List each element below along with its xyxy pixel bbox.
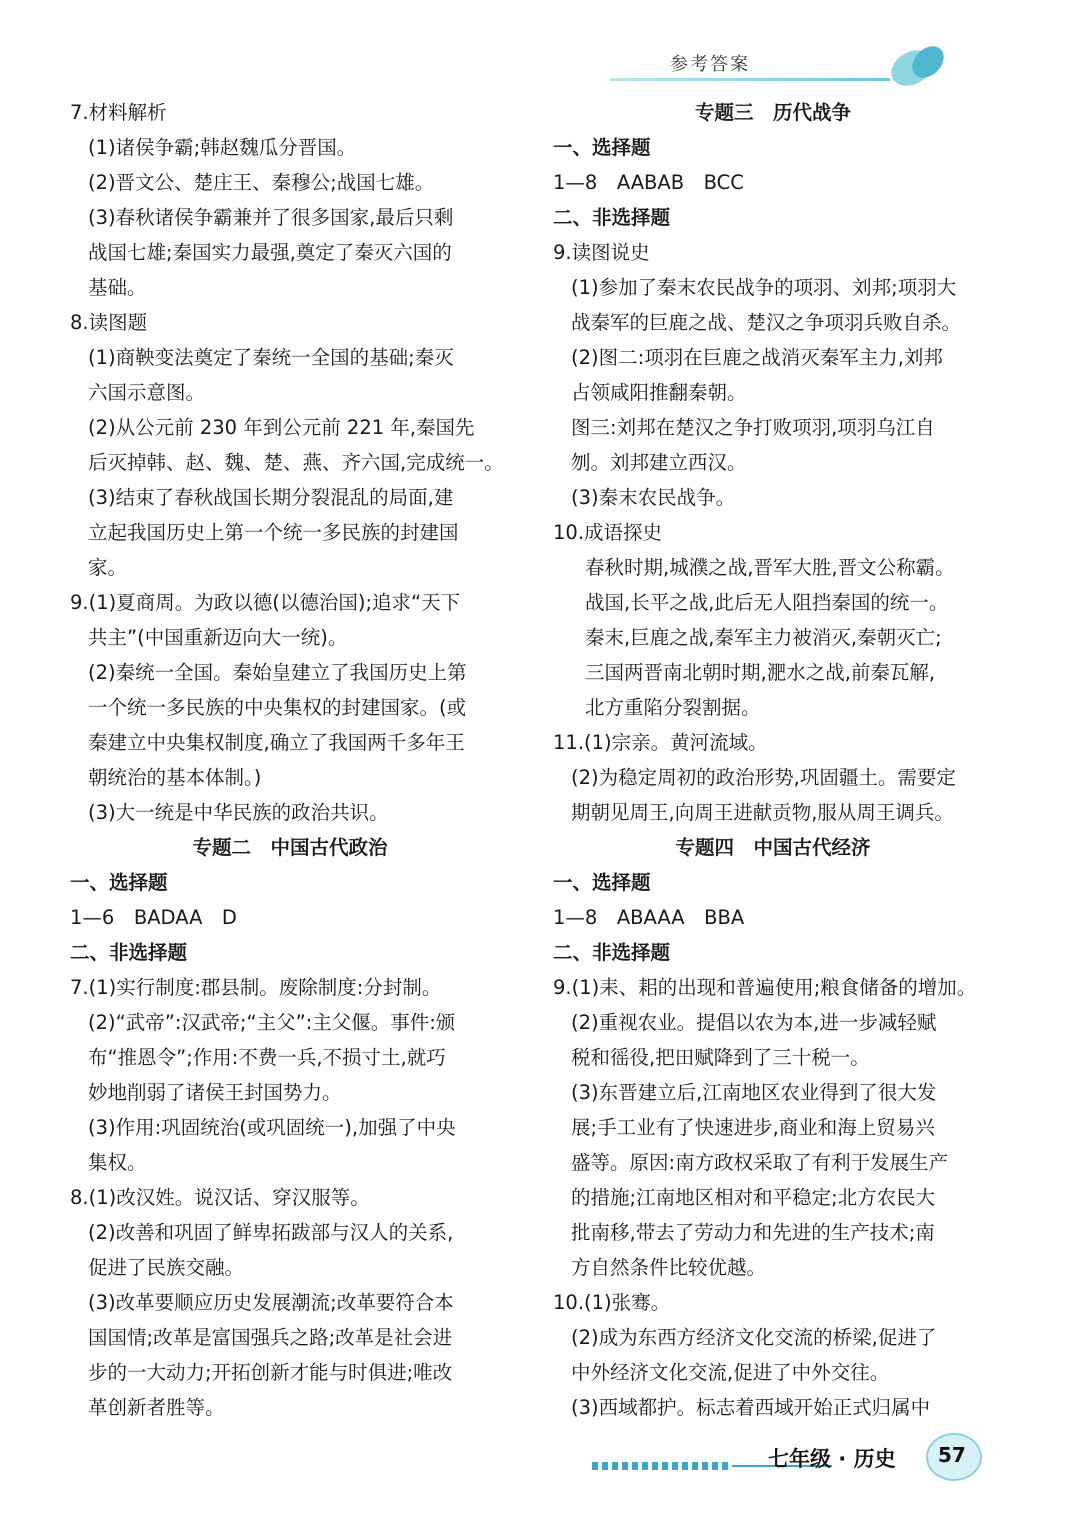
text-line: 7.(1)实行制度:郡县制。废除制度:分封制。 bbox=[70, 976, 442, 999]
text-line: 家。 bbox=[88, 556, 128, 579]
text-line: 占领咸阳推翻秦朝。 bbox=[571, 381, 747, 404]
text-line: (3)改革要顺应历史发展潮流;改革要符合本 bbox=[88, 1291, 454, 1314]
text-line: 批南移,带去了劳动力和先进的生产技术;南 bbox=[571, 1221, 935, 1244]
text-line: 展;手工业有了快速进步,商业和海上贸易兴 bbox=[571, 1116, 935, 1139]
text-line: (1)诸侯争霸;韩赵魏瓜分晋国。 bbox=[88, 136, 357, 159]
text-line: (2)秦统一全国。秦始皇建立了我国历史上第 bbox=[88, 661, 467, 684]
text-line: (3)春秋诸侯争霸兼并了很多国家,最后只剩 bbox=[88, 206, 454, 229]
text-line: (3)结束了春秋战国长期分裂混乱的局面,建 bbox=[88, 486, 454, 509]
text-line: 战国七雄;秦国实力最强,奠定了秦灭六国的 bbox=[88, 241, 452, 264]
text-line: 共主”(中国重新迈向大一统)。 bbox=[88, 626, 348, 649]
text-line: (2)从公元前 230 年到公元前 221 年,秦国先 bbox=[88, 416, 475, 439]
text-line: 一个统一多民族的中央集权的封建国家。(或 bbox=[88, 696, 467, 719]
text-line: 7.材料解析 bbox=[70, 101, 167, 124]
text-line: 8.(1)改汉姓。说汉话、穿汉服等。 bbox=[70, 1186, 370, 1209]
right-column bbox=[553, 95, 993, 1425]
text-line: (2)图二:项羽在巨鹿之战消灭秦军主力,刘邦 bbox=[571, 346, 943, 369]
text-line: 六国示意图。 bbox=[88, 381, 206, 404]
text-line: 期朝见周王,向周王进献贡物,服从周王调兵。 bbox=[571, 801, 954, 824]
subsection-heading: 一、选择题 bbox=[70, 871, 168, 894]
text-line: (2)改善和巩固了鲜卑拓跋部与汉人的关系, bbox=[88, 1221, 454, 1244]
text-line: 战秦军的巨鹿之战、楚汉之争项羽兵败自杀。 bbox=[571, 311, 962, 334]
text-line: 秦建立中央集权制度,确立了我国两千多年王 bbox=[88, 731, 465, 754]
text-line: 的措施;江南地区相对和平稳定;北方农民大 bbox=[571, 1186, 936, 1209]
text-line: 布“推恩令”;作用:不费一兵,不损寸土,就巧 bbox=[88, 1046, 446, 1069]
text-line: 促进了民族交融。 bbox=[88, 1256, 245, 1279]
text-line: (2)重视农业。提倡以农为本,进一步减轻赋 bbox=[571, 1011, 937, 1034]
text-line: 1—8 ABAAA BBA bbox=[553, 906, 745, 929]
text-line: 三国两晋南北朝时期,淝水之战,前秦瓦解, bbox=[585, 661, 936, 684]
text-line: (1)商鞅变法奠定了秦统一全国的基础;秦灭 bbox=[88, 346, 454, 369]
text-line: 刎。刘邦建立西汉。 bbox=[571, 451, 747, 474]
text-line: (2)“武帝”:汉武帝;“主父”:主父偃。事件:颁 bbox=[88, 1011, 456, 1034]
subsection-heading: 二、非选择题 bbox=[70, 941, 188, 964]
text-line: 9.读图说史 bbox=[553, 241, 650, 264]
text-line: 11.(1)宗亲。黄河流域。 bbox=[553, 731, 768, 754]
text-line: 朝统治的基本体制。) bbox=[88, 766, 262, 789]
section-title: 专题二 中国古代政治 bbox=[192, 836, 388, 859]
text-line: (3)作用:巩固统治(或巩固统一),加强了中央 bbox=[88, 1116, 456, 1139]
subsection-heading: 二、非选择题 bbox=[553, 206, 671, 229]
subsection-heading: 二、非选择题 bbox=[553, 941, 671, 964]
text-line: (2)成为东西方经济文化交流的桥梁,促进了 bbox=[571, 1326, 937, 1349]
text-line: 后灭掉韩、赵、魏、楚、燕、齐六国,完成统一。 bbox=[88, 451, 504, 474]
text-line: 战国,长平之战,此后无人阻挡秦国的统一。 bbox=[585, 591, 949, 614]
header-label: 参考答案 bbox=[670, 54, 750, 75]
left-column bbox=[70, 95, 510, 1425]
text-line: (3)东晋建立后,江南地区农业得到了很大发 bbox=[571, 1081, 937, 1104]
text-line: 基础。 bbox=[88, 276, 147, 299]
text-line: 妙地削弱了诸侯王封国势力。 bbox=[88, 1081, 342, 1104]
header-rule bbox=[610, 78, 890, 81]
text-line: 秦末,巨鹿之战,秦军主力被消灭,秦朝灭亡; bbox=[585, 626, 942, 649]
text-line: (2)为稳定周初的政治形势,巩固疆土。需要定 bbox=[571, 766, 956, 789]
text-line: 北方重陷分裂割据。 bbox=[585, 696, 761, 719]
text-line: 春秋时期,城濮之战,晋军大胜,晋文公称霸。 bbox=[585, 556, 955, 579]
text-line: 中外经济文化交流,促进了中外交往。 bbox=[571, 1361, 890, 1384]
text-line: 国国情;改革是富国强兵之路;改革是社会进 bbox=[88, 1326, 453, 1349]
leaf-decoration-icon bbox=[882, 40, 952, 90]
text-line: (2)晋文公、楚庄王、秦穆公;战国七雄。 bbox=[88, 171, 435, 194]
footer-dots bbox=[592, 1462, 732, 1470]
text-line: 步的一大动力;开拓创新才能与时俱进;唯改 bbox=[88, 1361, 453, 1384]
page-number: 57 bbox=[938, 1443, 966, 1467]
text-line: 9.(1)耒、耜的出现和普遍使用;粮食储备的增加。 bbox=[553, 976, 977, 999]
text-line: 10.(1)张骞。 bbox=[553, 1291, 671, 1314]
text-line: 1—6 BADAA D bbox=[70, 906, 237, 929]
page-footer bbox=[592, 1425, 992, 1485]
text-line: 立起我国历史上第一个统一多民族的封建国 bbox=[88, 521, 459, 544]
text-line: (1)参加了秦末农民战争的项羽、刘邦;项羽大 bbox=[571, 276, 957, 299]
subsection-heading: 一、选择题 bbox=[553, 871, 651, 894]
section-title: 专题四 中国古代经济 bbox=[675, 836, 871, 859]
text-line: 8.读图题 bbox=[70, 311, 148, 334]
section-title: 专题三 历代战争 bbox=[694, 101, 851, 124]
text-line: 方自然条件比较优越。 bbox=[571, 1256, 767, 1279]
text-line: 图三:刘邦在楚汉之争打败项羽,项羽乌江自 bbox=[571, 416, 935, 439]
text-line: 集权。 bbox=[88, 1151, 147, 1174]
text-line: 税和徭役,把田赋降到了三十税一。 bbox=[571, 1046, 870, 1069]
footer-grade: 七年级 · 历史 bbox=[768, 1447, 896, 1471]
text-line: (3)秦末农民战争。 bbox=[571, 486, 736, 509]
text-line: 1—8 AABAB BCC bbox=[553, 171, 744, 194]
text-line: 10.成语探史 bbox=[553, 521, 663, 544]
text-line: (3)大一统是中华民族的政治共识。 bbox=[88, 801, 389, 824]
subsection-heading: 一、选择题 bbox=[553, 136, 651, 159]
text-line: 盛等。原因:南方政权采取了有利于发展生产 bbox=[571, 1151, 949, 1174]
text-line: 革创新者胜等。 bbox=[88, 1396, 225, 1419]
text-line: 9.(1)夏商周。为政以德(以德治国);追求“天下 bbox=[70, 591, 461, 614]
page-header bbox=[600, 40, 960, 85]
text-line: (3)西域都护。标志着西域开始正式归属中 bbox=[571, 1396, 931, 1419]
